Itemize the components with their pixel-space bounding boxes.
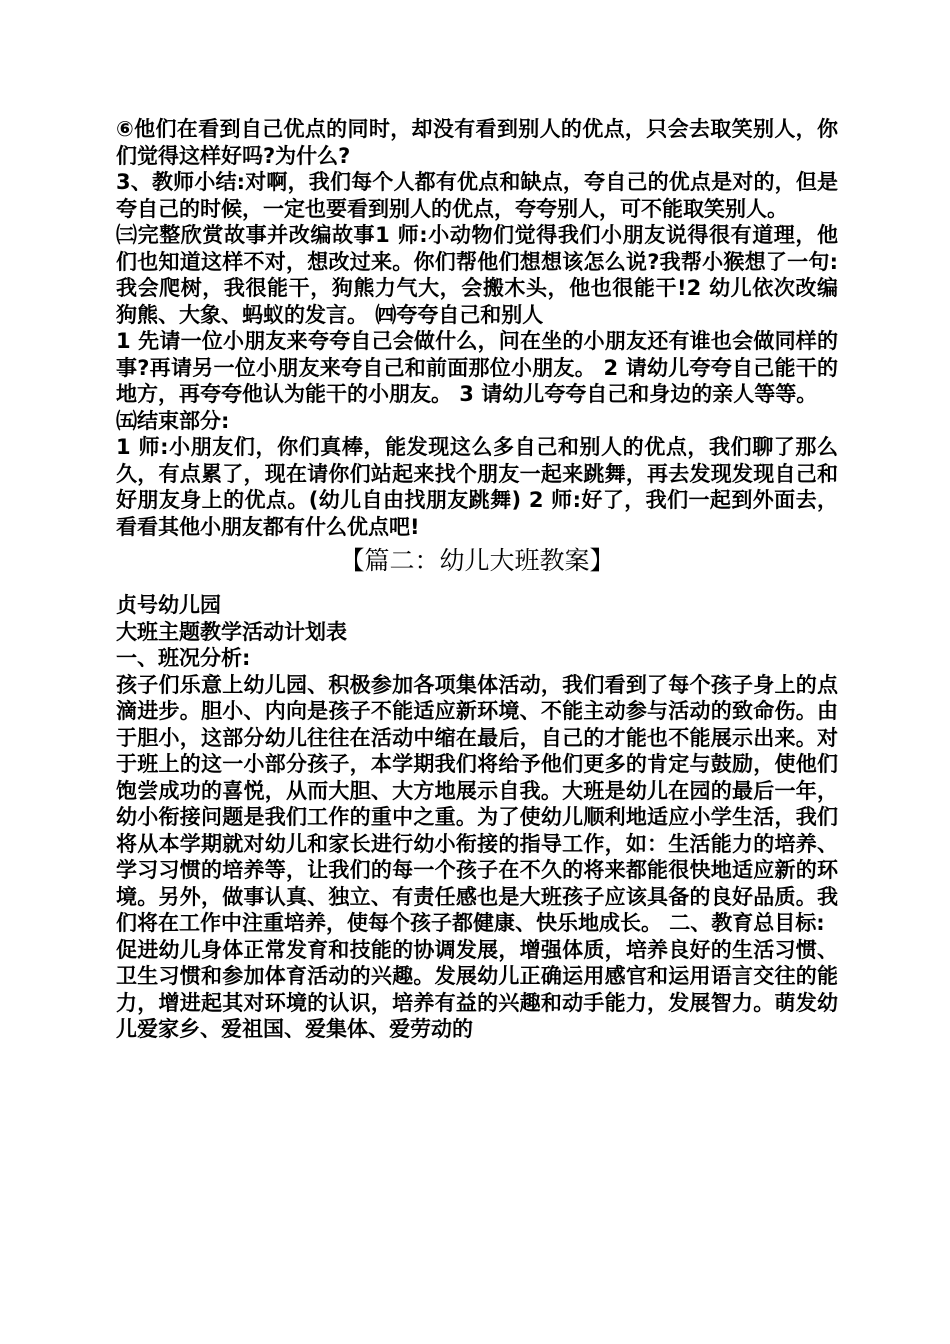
subsection-heading: 一、班况分析: — [116, 646, 251, 670]
paragraph: 促进幼儿身体正常发育和技能的协调发展，增强体质，培养良好的生活习惯、卫生习惯和参加体育活动的兴趣。发展幼儿正确运用感官和运用语言交往的能力，增进起其对环境的认识，培养有益的兴趣和动手能力，发展智力。萌发幼儿爱家乡、爱祖国、爱集体、爱劳动的 — [116, 937, 838, 1041]
paragraph: ㈢完整欣赏故事并改编故事1 师:小动物们觉得我们小朋友说得很有道理，他们也知道这样不对，想改过来。你们帮他们想想该怎么说?我帮小猴想了一句:我会爬树，我很能干，狗熊力气大，会搬木头，他也很能干!2 幼儿依次改编狗熊、大象、蚂蚁的发言。 ㈣夸夸自己和别人 — [116, 223, 838, 327]
plan-title: 大班主题教学活动计划表 — [116, 619, 347, 644]
paragraph: 1 师:小朋友们，你们真棒，能发现这么多自己和别人的优点，我们聊了那么久，有点累了，现在请你们站起来找个朋友一起来跳舞，再去发现发现自己和好朋友身上的优点。(幼儿自由找朋友跳舞) 2 师:好了，我们一起到外面去，看看其他小朋友都有什么优点吧! — [116, 435, 838, 539]
paragraph: 3、教师小结:对啊，我们每个人都有优点和缺点，夸自己的优点是对的，但是夸自己的时候，一定也要看到别人的优点，夸夸别人，可不能取笑别人。 — [116, 170, 838, 221]
paragraph: ⑥他们在看到自己优点的同时，却没有看到别人的优点，只会去取笑别人，你们觉得这样好吗?为什么? — [116, 117, 838, 168]
section-heading: 【篇二：幼儿大班教案】 — [339, 546, 615, 575]
paragraph: ㈤结束部分: — [116, 408, 230, 433]
paragraph: 孩子们乐意上幼儿园、积极参加各项集体活动，我们看到了每个孩子身上的点滴进步。胆小、内向是孩子不能适应新环境、不能主动参与活动的致命伤。由于胆小，这部分幼儿往往在活动中缩在最后，自己的才能也不能展示出来。对于班上的这一小部分孩子，本学期我们将给予他们更多的肯定与鼓励，使他们饱尝成功的喜悦，从而大胆、大方地展示自我。大班是幼儿在园的最后一年，幼小衔接问题是我们工作的重中之重。为了使幼儿顺利地适应小学生活，我们将从本学期就对幼儿和家长进行幼小衔接的指导工作，如：生活能力的培养、学习习惯的培养等，让我们的每一个孩子在不久的将来都能很快地适应新的环境。另外，做事认真、独立、有责任感也是大班孩子应该具备的良好品质。我们将在工作中注重培养，使每个孩子都健康、快乐地成长。 二、教育总目标: — [116, 672, 838, 935]
document-page — [116, 116, 838, 1043]
paragraph: 1 先请一位小朋友来夸夸自己会做什么，问在坐的小朋友还有谁也会做同样的事?再请另一位小朋友来夸自己和前面那位小朋友。 2 请幼儿夸夸自己能干的地方，再夸夸他认为能干的小朋友。 3 请幼儿夸夸自己和身边的亲人等等。 — [116, 329, 838, 406]
kindergarten-name: 贞号幼儿园 — [116, 593, 221, 617]
